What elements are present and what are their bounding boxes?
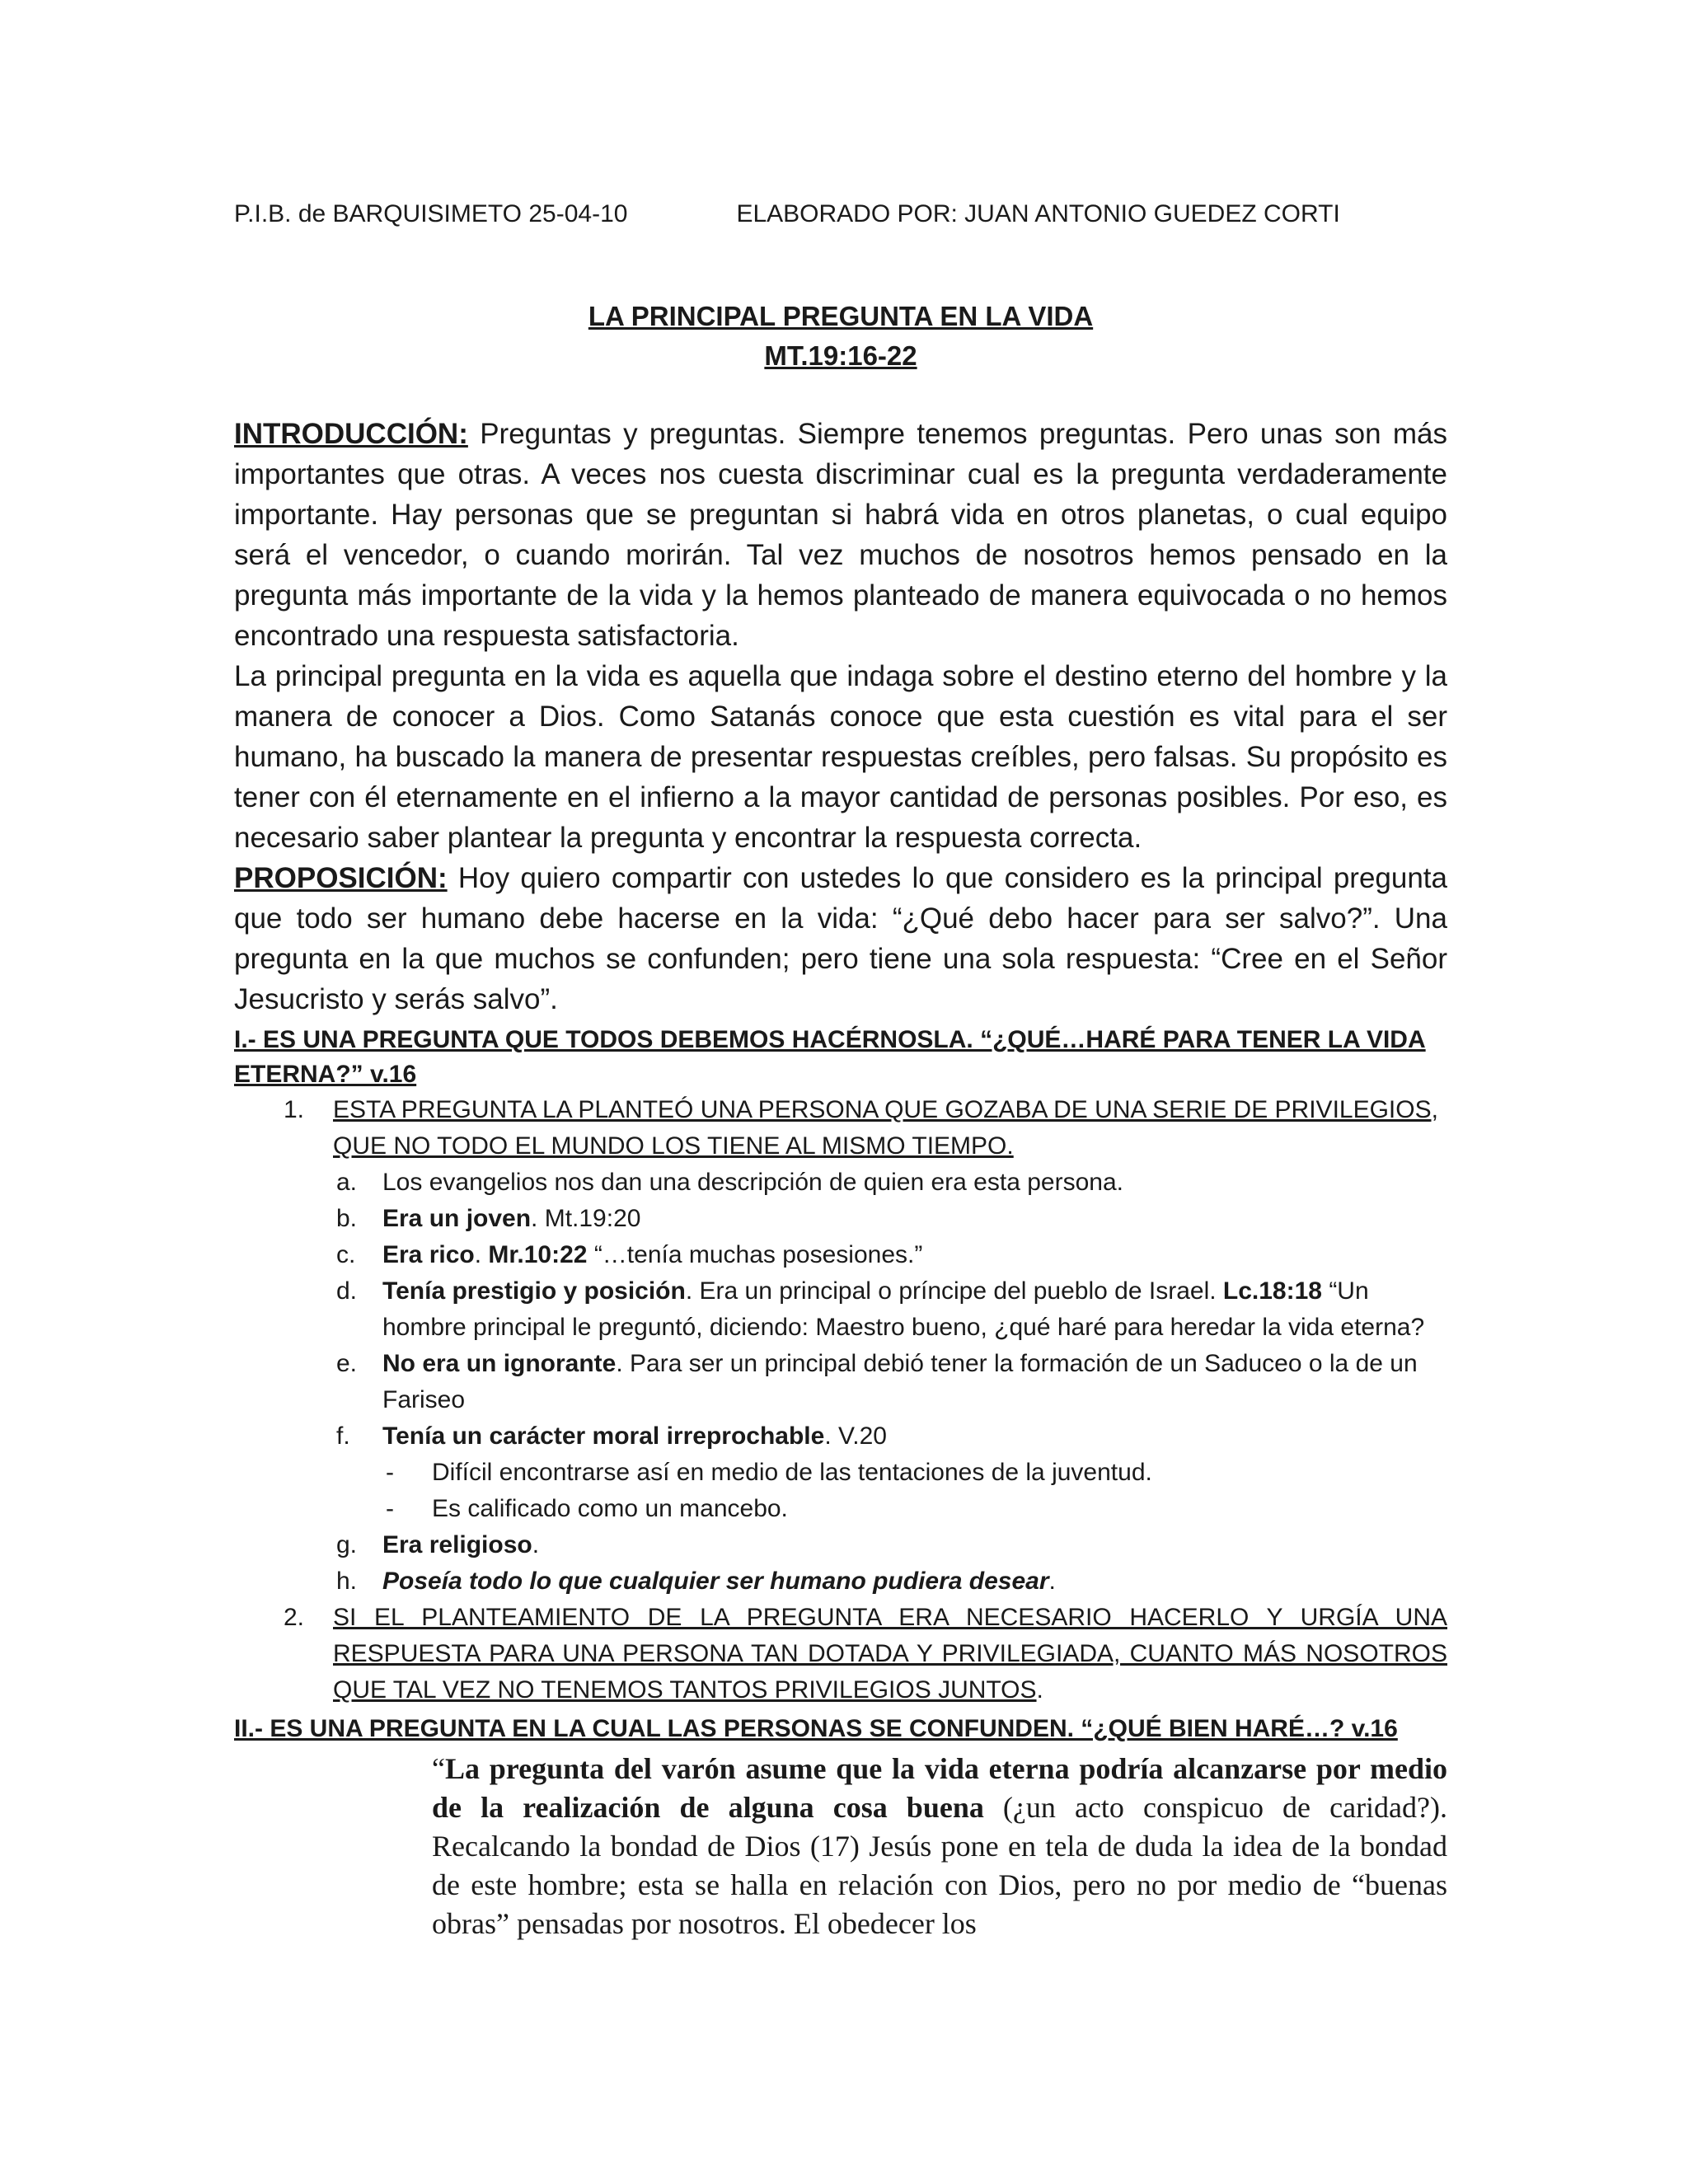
header-author: ELABORADO POR: JUAN ANTONIO GUEDEZ CORTI [736,200,1340,227]
list-text: . V.20 [824,1422,887,1450]
list-text: “Un hombre principal le preguntó, diciendo: Maestro bueno, ¿qué haré para heredar la vida eterna? [382,1277,1425,1341]
list-text: Los evangelios nos dan una descripción de quien era esta persona. [382,1169,1123,1196]
point-number: 1. [284,1096,305,1123]
list-subitem-f2 [234,1491,1447,1527]
introduction-text: Preguntas y preguntas. Siempre tenemos preguntas. Pero unas son más importantes que otras. A veces nos cuesta discriminar cual es la pregunta verdaderamente importante. Hay personas que se preguntan si habrá vida en otros planetas, o cual equipo será el vencedor, o cuando morirán. Tal vez muchos de nosotros hemos pensado en la pregunta más importante de la vida y la hemos planteado de manera equivocada o no hemos encontrado una respuesta satisfactoria. [234,418,1447,652]
list-marker: c. [336,1241,356,1268]
list-bold-text: Tenía prestigio y posición [382,1277,686,1305]
point-text-underlined: SI EL PLANTEAMIENTO DE LA PREGUNTA ERA NECESARIO HACERLO Y URGÍA UNA RESPUESTA PARA UNA PERSONA TAN DOTADA Y PRIVILEGIADA, CUANTO MÁS NOSOTROS QUE TAL VEZ NO TENEMOS TANTOS PRIVILEGIOS JUNTOS [333,1604,1447,1704]
point-text-tail: . [1036,1676,1043,1704]
header-church-date: P.I.B. de BARQUISIMETO 25-04-10 [234,200,628,227]
proposition-label: PROPOSICIÓN: [234,862,448,894]
list-marker: e. [336,1350,358,1377]
document-page [234,198,1447,1943]
list-item-g [234,1527,1447,1563]
introduction-label: INTRODUCCIÓN: [234,418,468,450]
introduction-paragraph [234,414,1447,656]
list-text: . [474,1241,489,1268]
sermon-reference: MT.19:16-22 [764,340,917,371]
list-text: . [1048,1568,1056,1595]
list-item-f [234,1418,1447,1455]
list-bold-text: Era rico [382,1241,475,1268]
commentary-quote [432,1750,1447,1943]
quote-open-mark: “ [432,1752,445,1785]
list-item-b [234,1201,1447,1237]
list-item-h [234,1563,1447,1600]
list-text: Es calificado como un mancebo. [432,1495,788,1522]
list-text: Difícil encontrarse así en medio de las tentaciones de la juventud. [432,1459,1152,1486]
list-bold-italic-text: Poseía todo lo que cualquier ser humano pudiera desear [382,1568,1049,1595]
list-item-a [234,1165,1447,1201]
list-bold-text: Era religioso [382,1531,532,1558]
introduction-paragraph-2: La principal pregunta en la vida es aquella que indaga sobre el destino eterno del hombre y la manera de conocer a Dios. Como Satanás conoce que esta cuestión es vital para el ser humano, ha buscado la manera de presentar respuestas creíbles, pero falsas. Su propósito es tener con él eternamente en el infierno a la mayor cantidad de personas posibles. Por eso, es necesario saber plantear la pregunta y encontrar la respuesta correcta. [234,660,1447,854]
list-marker: a. [336,1169,358,1196]
list-bold-text: Tenía un carácter moral irreprochable [382,1422,825,1450]
list-marker: f. [336,1422,350,1450]
list-item-c [234,1237,1447,1273]
point-text [333,1600,1447,1708]
proposition-text: Hoy quiero compartir con ustedes lo que considero es la principal pregunta que todo ser humano debe hacerse en la vida: “¿Qué debo hacer para ser salvo?”. Una pregunta en la que muchos se confunden; pero tiene una sola respuesta: “Cree en el Señor Jesucristo y serás salvo”. [234,862,1447,1015]
proposition-paragraph [234,858,1447,1019]
point-text: ESTA PREGUNTA LA PLANTEÓ UNA PERSONA QUE GOZABA DE UNA SERIE DE PRIVILEGIOS, QUE NO TODO EL MUNDO LOS TIENE AL MISMO TIEMPO. [333,1096,1438,1160]
section-1-point-1 [234,1092,1447,1165]
quote-bold-text: La pregunta del varón asume que la vida eterna podría alcanzarse por medio de la realización de alguna cosa buena [432,1752,1447,1824]
list-text: “…tenía muchas posesiones.” [587,1241,923,1268]
sermon-title: LA PRINCIPAL PREGUNTA EN LA VIDA [588,301,1094,331]
point-number: 2. [284,1604,305,1631]
quote-text: (¿un acto conspicuo de caridad?). Recalcando la bondad de Dios (17) Jesús pone en tela de duda la idea de la bondad de este hombre; esta se halla en relación con Dios, pero no por medio de “buenas obras” pensadas por nosotros. El obedecer los [432,1791,1447,1940]
list-text: . Para ser un principal debió tener la formación de un Saduceo o la de un Fariseo [382,1350,1418,1413]
section-1-heading: I.- ES UNA PREGUNTA QUE TODOS DEBEMOS HACÉRNOSLA. “¿QUÉ…HARÉ PARA TENER LA VIDA ETERNA?” v.16 [234,1026,1426,1088]
list-bold-reference: Lc.18:18 [1222,1277,1322,1305]
list-item-d [234,1273,1447,1346]
list-bold-text: Era un joven [382,1205,532,1232]
list-marker: h. [336,1568,358,1595]
list-subitem-f1 [234,1455,1447,1491]
list-text: . Era un principal o príncipe del pueblo de Israel. [685,1277,1223,1305]
list-marker: b. [336,1205,358,1232]
dash-marker: - [386,1495,394,1522]
list-text: . Mt.19:20 [531,1205,641,1232]
section-1-point-2 [234,1600,1447,1708]
list-item-e [234,1346,1447,1418]
list-text: . [532,1531,540,1558]
list-bold-reference: Mr.10:22 [488,1241,588,1268]
dash-marker: - [386,1459,394,1486]
list-bold-text: No era un ignorante [382,1350,617,1377]
document-header [234,198,1447,231]
list-marker: g. [336,1531,358,1558]
section-2-heading: II.- ES UNA PREGUNTA EN LA CUAL LAS PERSONAS SE CONFUNDEN. “¿QUÉ BIEN HARÉ…? v.16 [234,1715,1398,1742]
list-marker: d. [336,1277,358,1305]
document-body [234,414,1447,1019]
